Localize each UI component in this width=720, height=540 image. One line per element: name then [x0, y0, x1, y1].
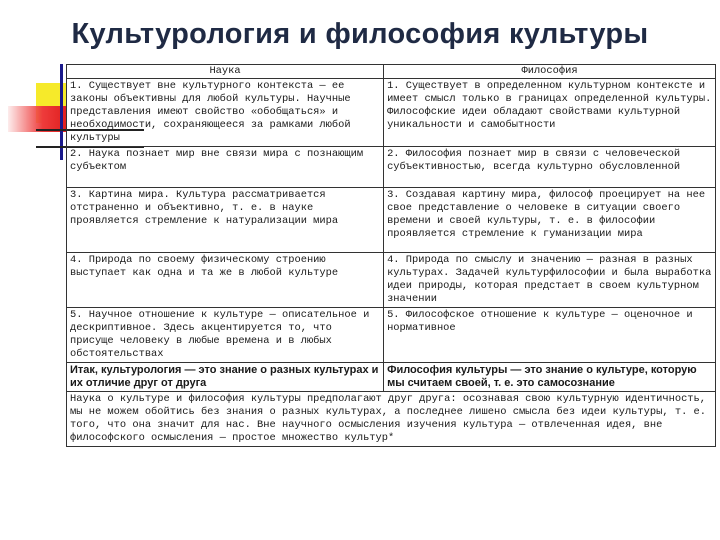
table-cell-left: 4. Природа по своему физическому строению выступает как одна и та же в любой культуре [67, 253, 384, 308]
table-cell-right: 3. Создавая картину мира, философ проецирует на нее свое представление о человеке в ситуации своего времени и своей культуры, т. е. в философии проявляется стремление к гуманизации мира [384, 188, 716, 253]
table-cell-right: 5. Философское отношение к культуре — оценочное и нормативное [384, 308, 716, 363]
table-row [67, 79, 716, 147]
comparison-table [66, 64, 716, 447]
table-footer-row [67, 392, 716, 447]
table-row [67, 147, 716, 188]
table-row-summary [67, 363, 716, 392]
summary-cell-left: Итак, культурология — это знание о разных культурах и их отличие друг от друга [67, 363, 384, 392]
summary-cell-right: Философия культуры — это знание о культуре, которую мы считаем своей, т. е. это самосознание [384, 363, 716, 392]
table-cell-left: 3. Картина мира. Культура рассматривается отстраненно и объективно, т. е. в науке проявляется стремление к натурализации мира [67, 188, 384, 253]
table-cell-left: 1. Существует вне культурного контекста — ее законы объективны для любой культуры. Научные представления имеют свойство «обобщаться» и необходимости, сохраняющееся за рамками любой культуры [67, 79, 384, 147]
table-cell-right: 1. Существует в определенном культурном контексте и имеет смысл только в границах определенной культуры. Философские идеи обладают свойствами культурной уникальности и самобытности [384, 79, 716, 147]
column-header-philosophy: Философия [384, 65, 716, 79]
table-cell-right: 4. Природа по смыслу и значению — разная в разных культурах. Задачей культурфилософии и была выработка идеи природы, которая предстает в своем культурном значении [384, 253, 716, 308]
table-row [67, 308, 716, 363]
table-cell-right: 2. Философия познает мир в связи с человеческой субъективностью, всегда культурно обусловленной [384, 147, 716, 188]
table-header-row [67, 65, 716, 79]
table-cell-left: 2. Наука познает мир вне связи мира с познающим субъектом [67, 147, 384, 188]
slide-title: Культурология и философия культуры [71, 18, 649, 50]
table-row [67, 188, 716, 253]
column-header-science: Наука [67, 65, 384, 79]
footer-cell: Наука о культуре и философия культуры предполагают друг друга: осознавая свою культурную идентичность, мы не можем обойтись без знания о разных культурах, а последнее лишено смысла без идеи культуры, т. е. того, что она значит для нас. Вне научного осмысления изучения культура — отвлеченная идея, вне философского осмысления — простое множество культур* [67, 392, 716, 447]
table-cell-left: 5. Научное отношение к культуре — описательное и дескриптивное. Здесь акцентируется то, что присуще человеку в любые времена и в любых обстоятельствах [67, 308, 384, 363]
table-row [67, 253, 716, 308]
